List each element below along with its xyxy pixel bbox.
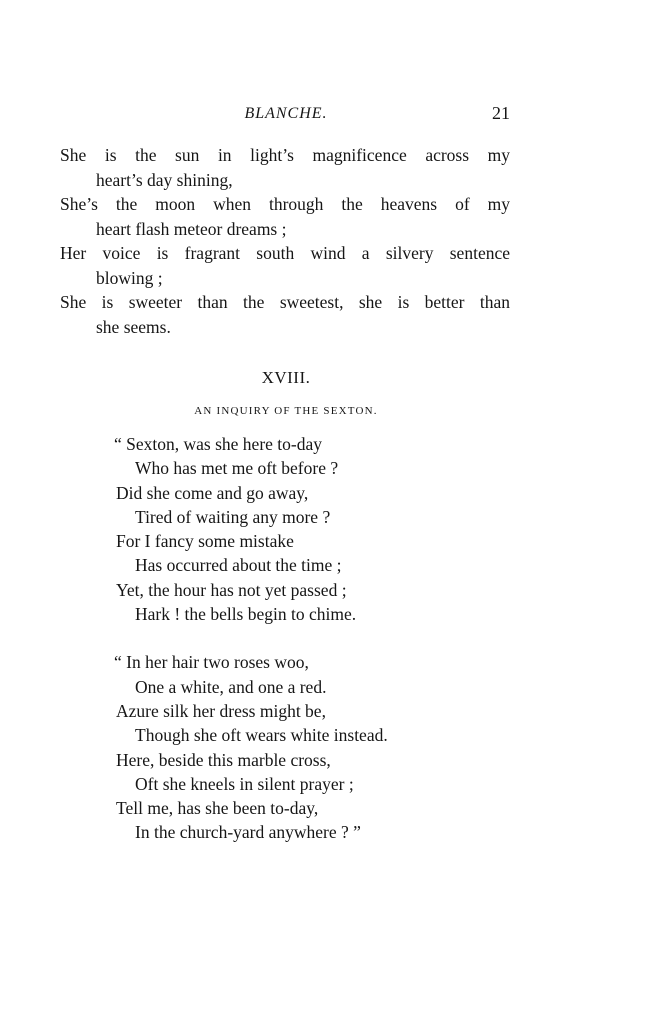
verse-line: Though she oft wears white instead. (135, 725, 388, 746)
verse-line-continuation: she seems. (96, 316, 171, 337)
verse-line: Tell me, has she been to-day, (116, 798, 319, 819)
verse-line: In the church-yard anywhere ? ” (135, 822, 361, 843)
verse-line: “ Sexton, was she here to-day (114, 434, 322, 454)
verse-line: She is the sun in light’s magnificence across my (60, 145, 510, 165)
verse-line: Her voice is fragrant south wind a silvery sentence (60, 243, 510, 263)
section-number: XVIII. (261, 368, 311, 387)
verse-line: Did she come and go away, (116, 482, 309, 503)
verse-line: For I fancy some mistake (116, 531, 294, 552)
verse-line: Here, beside this marble cross, (116, 749, 331, 770)
poem-title: AN INQUIRY OF THE SEXTON. (194, 405, 378, 417)
verse-line: She’s the moon when through the heavens of my (60, 194, 510, 214)
verse-line-continuation: blowing ; (96, 267, 163, 288)
running-title: BLANCHE. (244, 105, 328, 122)
verse-line-continuation: heart flash meteor dreams ; (96, 218, 287, 239)
verse-line: One a white, and one a red. (135, 676, 327, 697)
verse-line: Hark ! the bells begin to chime. (135, 604, 357, 625)
verse-line: Has occurred about the time ; (135, 555, 342, 576)
page-number: 21 (492, 103, 510, 123)
opening-stanza (60, 143, 510, 339)
verse-line: Azure silk her dress might be, (116, 700, 326, 721)
verse-line: Oft she kneels in silent prayer ; (135, 773, 354, 794)
poem-body (116, 432, 476, 869)
verse-line: Yet, the hour has not yet passed ; (116, 579, 347, 600)
verse-line: She is sweeter than the sweetest, she is better than (60, 292, 510, 312)
verse-line-continuation: heart’s day shining, (96, 169, 233, 190)
verse-line: Who has met me oft before ? (135, 458, 339, 479)
stanza (116, 650, 476, 844)
stanza (116, 432, 476, 626)
verse-line: Tired of waiting any more ? (135, 506, 331, 527)
verse-line: “ In her hair two roses woo, (114, 652, 309, 673)
